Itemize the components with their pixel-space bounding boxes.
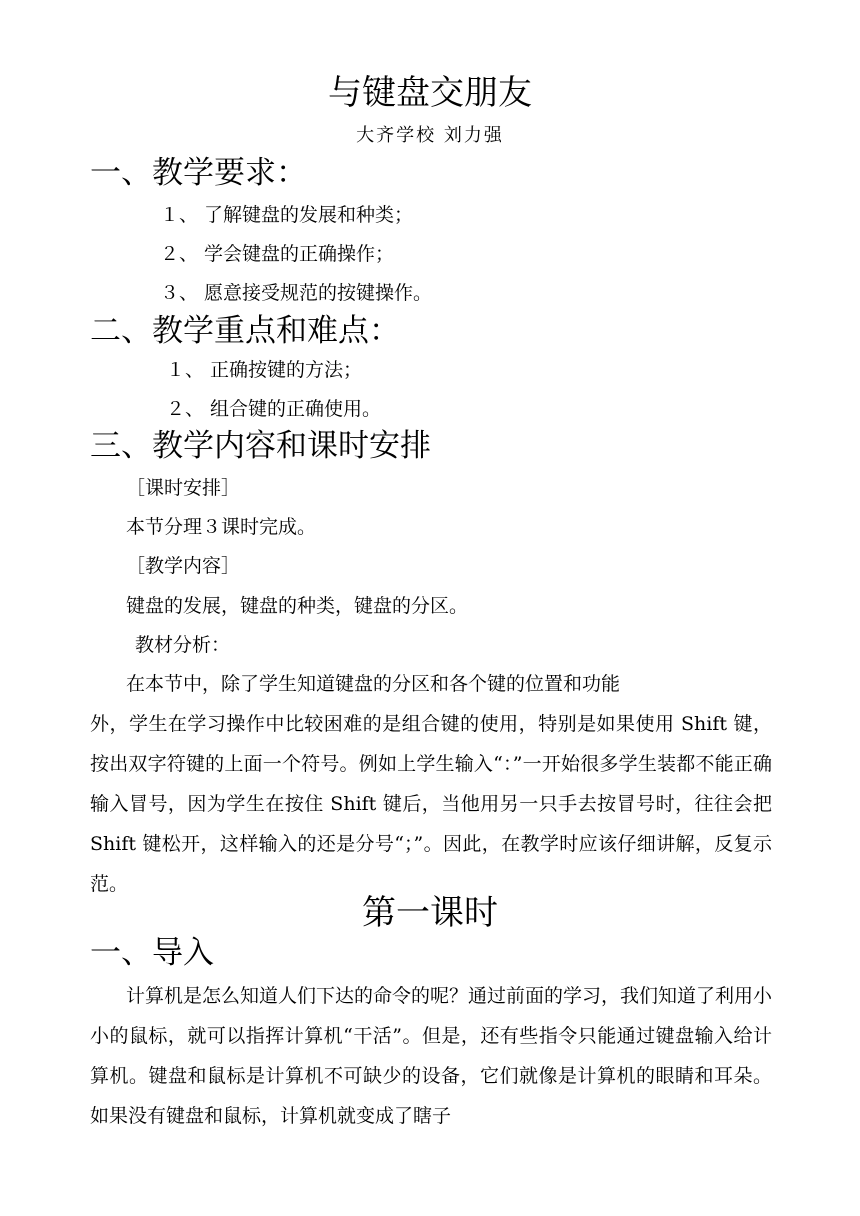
document-author: 大齐学校 刘力强: [356, 125, 504, 146]
analysis-rest: 外，学生在学习操作中比较困难的是组合键的使用，特别是如果使用 Shift 键，按出双字符键的上面一个符号。例如上学生输入“：”一开始很多学生装都不能正确输入冒号，因为学生在按住 Shift 键后，当他用另一只手去按冒号时，往往会把 Shift 键松开，这样输入的还是分号“；”。因此，在教学时应该仔细讲解，反复示范。: [90, 713, 772, 895]
section-heading-key-points: 二、教学重点和难点：: [90, 313, 400, 349]
key-point-item-1: １、 正确按键的方法；: [166, 359, 363, 381]
key-point-item-2: ２、 组合键的正确使用。: [166, 398, 382, 420]
section-heading-requirements: 一、教学要求：: [90, 155, 307, 191]
analysis-label: 教材分析：: [135, 634, 231, 656]
requirement-item-3: ３、 愿意接受规范的按键操作。: [160, 282, 433, 304]
content-text: 键盘的发展，键盘的种类，键盘的分区。: [126, 595, 469, 617]
section-heading-content-schedule: 三、教学内容和课时安排: [90, 428, 431, 464]
requirement-item-2: ２、 学会键盘的正确操作；: [160, 243, 395, 265]
lesson-heading-intro: 一、导入: [90, 935, 214, 971]
analysis-first-line: 在本节中，除了学生知道键盘的分区和各个键的位置和功能: [126, 673, 621, 695]
requirement-item-1: １、 了解键盘的发展和种类；: [160, 204, 414, 226]
schedule-label: ［课时安排］: [126, 477, 241, 499]
intro-paragraph: 计算机是怎么知道人们下达的命令的呢？通过前面的学习，我们知道了利用小小的鼠标，就可以指挥计算机“干活”。但是，还有些指令只能通过键盘输入给计算机。键盘和鼠标是计算机不可缺少的设备，它们就像是计算机的眼睛和耳朵。如果没有键盘和鼠标，计算机就变成了瞎子: [90, 985, 773, 1127]
schedule-text: 本节分理３课时完成。: [126, 516, 317, 538]
analysis-paragraph: [90, 664, 772, 904]
document-title: 与键盘交朋友: [328, 73, 532, 113]
lesson-title: 第一课时: [362, 893, 498, 933]
content-label: ［教学内容］: [126, 555, 241, 577]
